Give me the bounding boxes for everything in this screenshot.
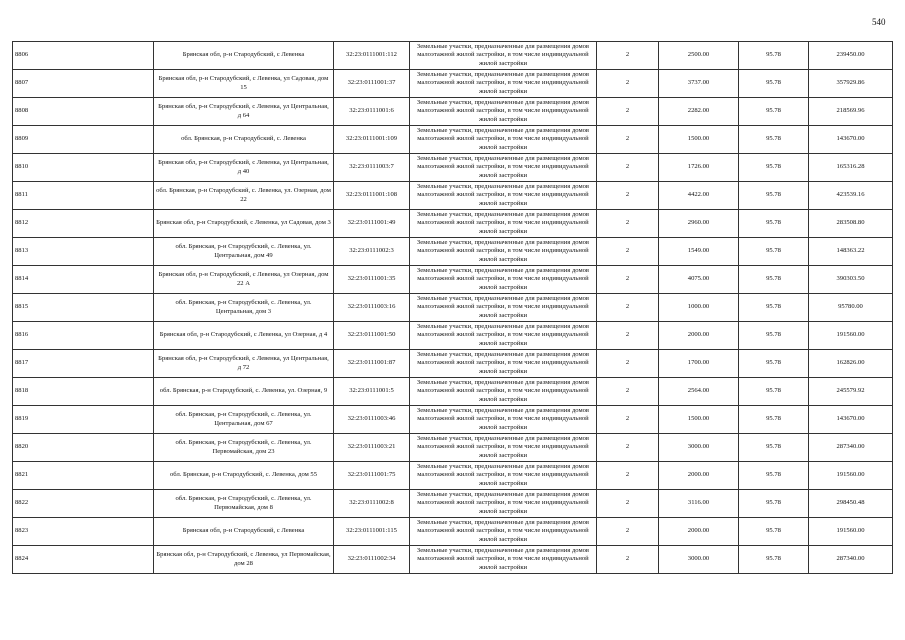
table-row [13,546,893,574]
category-cell: 2 [597,434,659,462]
table-row [13,70,893,98]
cadastral-value-cell: 191560.00 [809,322,893,350]
cadastral-number-cell: 32:23:0111002:8 [334,490,410,518]
cadastral-value-cell: 357929.86 [809,70,893,98]
address-cell: Брянская обл, р-н Стародубский, с Левенка, ул Центральная, д 72 [154,350,334,378]
cadastral-value-cell: 423539.16 [809,182,893,210]
specific-value-cell: 95.78 [739,462,809,490]
table-row [13,98,893,126]
page-number: 540 [872,17,886,27]
table-row [13,378,893,406]
area-cell: 1726.00 [659,154,739,182]
area-cell: 2000.00 [659,518,739,546]
area-cell: 1549.00 [659,238,739,266]
address-cell: обл. Брянская, р-н Стародубский, с. Левенка, ул. Первомайская, дом 8 [154,490,334,518]
cadastral-value-cell: 95780.00 [809,294,893,322]
cadastral-number-cell: 32:23:0111001:109 [334,126,410,154]
permitted-use-cell: Земельные участки, предназначенные для размещения домов малоэтажной жилой застройки, в том числе индивидуальной жилой застройки [410,70,597,98]
row-number-cell: 8814 [13,266,154,294]
address-cell: Брянская обл, р-н Стародубский, с Левенка [154,42,334,70]
table-row [13,434,893,462]
permitted-use-cell: Земельные участки, предназначенные для размещения домов малоэтажной жилой застройки, в том числе индивидуальной жилой застройки [410,518,597,546]
address-cell: обл. Брянская, р-н Стародубский, с. Левенка, ул. Озерная, 9 [154,378,334,406]
address-cell: обл. Брянская, р-н Стародубский, с. Левенка, ул. Озерная, дом 22 [154,182,334,210]
category-cell: 2 [597,70,659,98]
specific-value-cell: 95.78 [739,350,809,378]
address-cell: обл. Брянская, р-н Стародубский, с. Левенка, ул. Центральная, дом 3 [154,294,334,322]
row-number-cell: 8812 [13,210,154,238]
row-number-cell: 8821 [13,462,154,490]
specific-value-cell: 95.78 [739,434,809,462]
table-row [13,182,893,210]
cadastral-number-cell: 32:23:0111001:87 [334,350,410,378]
area-cell: 4422.00 [659,182,739,210]
table-row [13,322,893,350]
address-cell: обл. Брянская, р-н Стародубский, с. Левенка, дом 55 [154,462,334,490]
row-number-cell: 8809 [13,126,154,154]
row-number-cell: 8823 [13,518,154,546]
address-cell: Брянская обл, р-н Стародубский, с Левенка, ул Центральная, д 40 [154,154,334,182]
cadastral-number-cell: 32:23:0111001:6 [334,98,410,126]
table-row [13,294,893,322]
cadastral-value-table [12,41,893,574]
cadastral-value-cell: 287340.00 [809,546,893,574]
address-cell: Брянская обл, р-н Стародубский, с Левенка, ул Озерная, д 4 [154,322,334,350]
category-cell: 2 [597,490,659,518]
specific-value-cell: 95.78 [739,294,809,322]
address-cell: обл. Брянская, р-н Стародубский, с. Левенка, ул. Центральная, дом 49 [154,238,334,266]
specific-value-cell: 95.78 [739,378,809,406]
category-cell: 2 [597,546,659,574]
address-cell: Брянская обл, р-н Стародубский, с Левенка, ул Садовая, дом 15 [154,70,334,98]
address-cell: Брянская обл, р-н Стародубский, с Левенка, ул Первомайская, дом 28 [154,546,334,574]
cadastral-number-cell: 32:23:0111001:50 [334,322,410,350]
specific-value-cell: 95.78 [739,126,809,154]
specific-value-cell: 95.78 [739,266,809,294]
cadastral-value-cell: 287340.00 [809,434,893,462]
area-cell: 2000.00 [659,322,739,350]
address-cell: обл. Брянская, р-н Стародубский, с. Левенка [154,126,334,154]
cadastral-number-cell: 32:23:0111001:49 [334,210,410,238]
category-cell: 2 [597,154,659,182]
table-row [13,266,893,294]
table-row [13,462,893,490]
cadastral-number-cell: 32:23:0111002:3 [334,238,410,266]
category-cell: 2 [597,462,659,490]
permitted-use-cell: Земельные участки, предназначенные для размещения домов малоэтажной жилой застройки, в том числе индивидуальной жилой застройки [410,238,597,266]
area-cell: 2500.00 [659,42,739,70]
specific-value-cell: 95.78 [739,98,809,126]
row-number-cell: 8819 [13,406,154,434]
permitted-use-cell: Земельные участки, предназначенные для размещения домов малоэтажной жилой застройки, в том числе индивидуальной жилой застройки [410,546,597,574]
category-cell: 2 [597,182,659,210]
area-cell: 2960.00 [659,210,739,238]
area-cell: 3000.00 [659,434,739,462]
specific-value-cell: 95.78 [739,546,809,574]
area-cell: 1000.00 [659,294,739,322]
permitted-use-cell: Земельные участки, предназначенные для размещения домов малоэтажной жилой застройки, в том числе индивидуальной жилой застройки [410,434,597,462]
area-cell: 2564.00 [659,378,739,406]
category-cell: 2 [597,350,659,378]
area-cell: 2282.00 [659,98,739,126]
row-number-cell: 8811 [13,182,154,210]
cadastral-number-cell: 32:23:0111001:75 [334,462,410,490]
address-cell: обл. Брянская, р-н Стародубский, с. Левенка, ул. Первомайская, дом 23 [154,434,334,462]
permitted-use-cell: Земельные участки, предназначенные для размещения домов малоэтажной жилой застройки, в том числе индивидуальной жилой застройки [410,462,597,490]
cadastral-number-cell: 32:23:0111001:37 [334,70,410,98]
area-cell: 1500.00 [659,126,739,154]
table-row [13,518,893,546]
row-number-cell: 8815 [13,294,154,322]
area-cell: 3116.00 [659,490,739,518]
address-cell: Брянская обл, р-н Стародубский, с Левенка, ул Садовая, дом 3 [154,210,334,238]
area-cell: 1700.00 [659,350,739,378]
row-number-cell: 8818 [13,378,154,406]
category-cell: 2 [597,210,659,238]
cadastral-value-cell: 191560.00 [809,462,893,490]
area-cell: 3000.00 [659,546,739,574]
address-cell: обл. Брянская, р-н Стародубский, с. Левенка, ул. Центральная, дом 67 [154,406,334,434]
category-cell: 2 [597,42,659,70]
cadastral-number-cell: 32:23:0111003:7 [334,154,410,182]
cadastral-number-cell: 32:23:0111003:16 [334,294,410,322]
row-number-cell: 8816 [13,322,154,350]
category-cell: 2 [597,294,659,322]
permitted-use-cell: Земельные участки, предназначенные для размещения домов малоэтажной жилой застройки, в том числе индивидуальной жилой застройки [410,378,597,406]
table-row [13,126,893,154]
cadastral-number-cell: 32:23:0111001:115 [334,518,410,546]
cadastral-number-cell: 32:23:0111001:112 [334,42,410,70]
row-number-cell: 8813 [13,238,154,266]
cadastral-value-cell: 298450.48 [809,490,893,518]
cadastral-value-cell: 148363.22 [809,238,893,266]
permitted-use-cell: Земельные участки, предназначенные для размещения домов малоэтажной жилой застройки, в том числе индивидуальной жилой застройки [410,266,597,294]
address-cell: Брянская обл, р-н Стародубский, с Левенка, ул Озерная, дом 22 А [154,266,334,294]
permitted-use-cell: Земельные участки, предназначенные для размещения домов малоэтажной жилой застройки, в том числе индивидуальной жилой застройки [410,322,597,350]
permitted-use-cell: Земельные участки, предназначенные для размещения домов малоэтажной жилой застройки, в том числе индивидуальной жилой застройки [410,406,597,434]
cadastral-value-cell: 390303.50 [809,266,893,294]
permitted-use-cell: Земельные участки, предназначенные для размещения домов малоэтажной жилой застройки, в том числе индивидуальной жилой застройки [410,210,597,238]
cadastral-value-cell: 283508.80 [809,210,893,238]
specific-value-cell: 95.78 [739,42,809,70]
area-cell: 3737.00 [659,70,739,98]
specific-value-cell: 95.78 [739,322,809,350]
category-cell: 2 [597,322,659,350]
specific-value-cell: 95.78 [739,238,809,266]
specific-value-cell: 95.78 [739,210,809,238]
cadastral-number-cell: 32:23:0111001:35 [334,266,410,294]
address-cell: Брянская обл, р-н Стародубский, с Левенка, ул Центральная, д 64 [154,98,334,126]
table-row [13,490,893,518]
category-cell: 2 [597,126,659,154]
cadastral-number-cell: 32:23:0111003:46 [334,406,410,434]
category-cell: 2 [597,518,659,546]
row-number-cell: 8810 [13,154,154,182]
specific-value-cell: 95.78 [739,154,809,182]
specific-value-cell: 95.78 [739,518,809,546]
row-number-cell: 8806 [13,42,154,70]
category-cell: 2 [597,266,659,294]
table-row [13,42,893,70]
address-cell: Брянская обл, р-н Стародубский, с Левенка [154,518,334,546]
cadastral-value-cell: 245579.92 [809,378,893,406]
row-number-cell: 8820 [13,434,154,462]
row-number-cell: 8817 [13,350,154,378]
row-number-cell: 8824 [13,546,154,574]
cadastral-number-cell: 32:23:0111001:5 [334,378,410,406]
cadastral-value-cell: 239450.00 [809,42,893,70]
table-row [13,350,893,378]
cadastral-number-cell: 32:23:0111001:108 [334,182,410,210]
specific-value-cell: 95.78 [739,182,809,210]
area-cell: 2000.00 [659,462,739,490]
table-row [13,154,893,182]
category-cell: 2 [597,98,659,126]
permitted-use-cell: Земельные участки, предназначенные для размещения домов малоэтажной жилой застройки, в том числе индивидуальной жилой застройки [410,490,597,518]
area-cell: 1500.00 [659,406,739,434]
row-number-cell: 8807 [13,70,154,98]
permitted-use-cell: Земельные участки, предназначенные для размещения домов малоэтажной жилой застройки, в том числе индивидуальной жилой застройки [410,42,597,70]
cadastral-value-cell: 143670.00 [809,406,893,434]
table-body [13,42,893,574]
permitted-use-cell: Земельные участки, предназначенные для размещения домов малоэтажной жилой застройки, в том числе индивидуальной жилой застройки [410,126,597,154]
cadastral-value-cell: 162826.00 [809,350,893,378]
cadastral-value-cell: 191560.00 [809,518,893,546]
cadastral-value-cell: 165316.28 [809,154,893,182]
specific-value-cell: 95.78 [739,490,809,518]
cadastral-value-cell: 218569.96 [809,98,893,126]
permitted-use-cell: Земельные участки, предназначенные для размещения домов малоэтажной жилой застройки, в том числе индивидуальной жилой застройки [410,350,597,378]
table-row [13,238,893,266]
permitted-use-cell: Земельные участки, предназначенные для размещения домов малоэтажной жилой застройки, в том числе индивидуальной жилой застройки [410,98,597,126]
row-number-cell: 8822 [13,490,154,518]
category-cell: 2 [597,238,659,266]
row-number-cell: 8808 [13,98,154,126]
table-row [13,406,893,434]
category-cell: 2 [597,378,659,406]
permitted-use-cell: Земельные участки, предназначенные для размещения домов малоэтажной жилой застройки, в том числе индивидуальной жилой застройки [410,294,597,322]
cadastral-number-cell: 32:23:0111002:34 [334,546,410,574]
area-cell: 4075.00 [659,266,739,294]
table-row [13,210,893,238]
permitted-use-cell: Земельные участки, предназначенные для размещения домов малоэтажной жилой застройки, в том числе индивидуальной жилой застройки [410,182,597,210]
specific-value-cell: 95.78 [739,406,809,434]
cadastral-number-cell: 32:23:0111003:21 [334,434,410,462]
cadastral-value-cell: 143670.00 [809,126,893,154]
specific-value-cell: 95.78 [739,70,809,98]
category-cell: 2 [597,406,659,434]
permitted-use-cell: Земельные участки, предназначенные для размещения домов малоэтажной жилой застройки, в том числе индивидуальной жилой застройки [410,154,597,182]
